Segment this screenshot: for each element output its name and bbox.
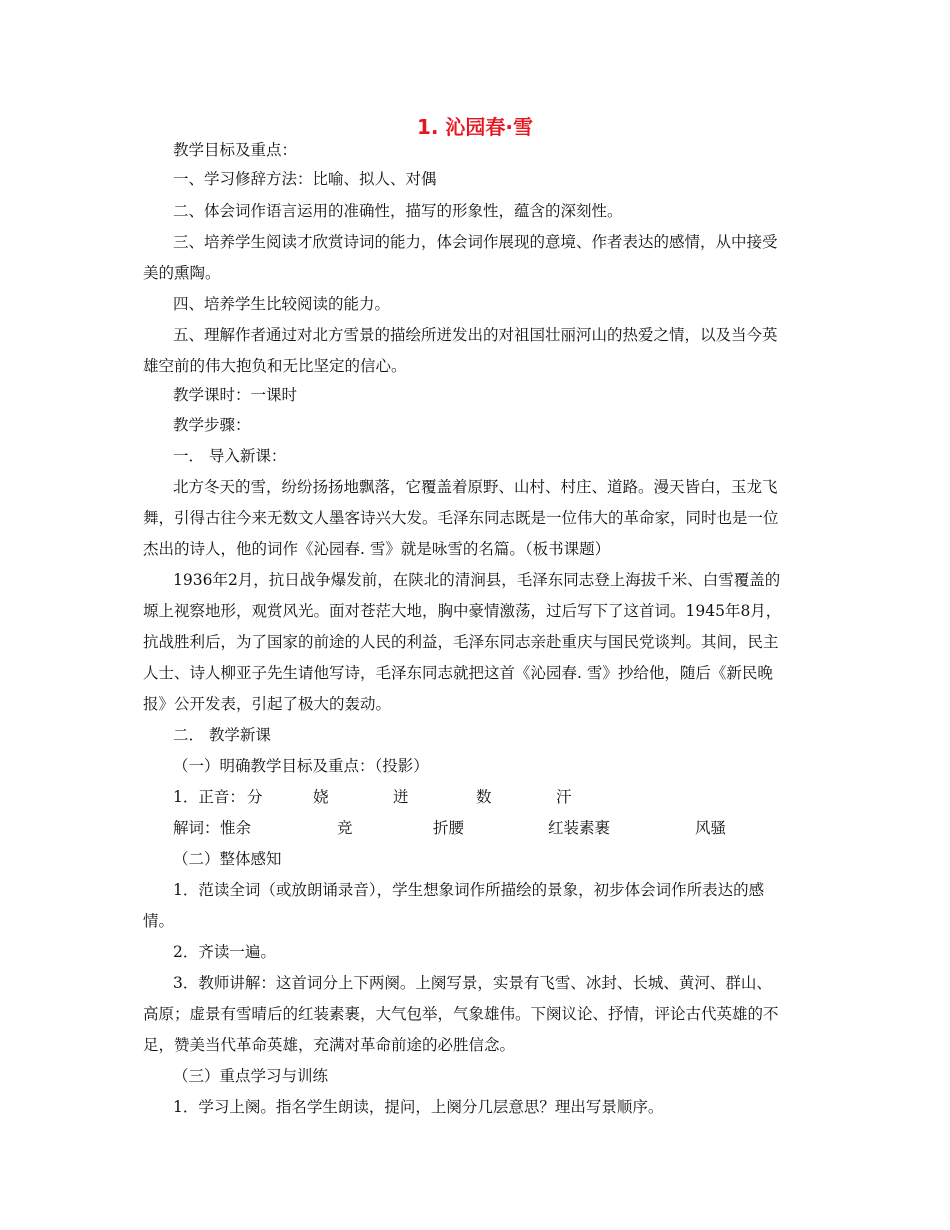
overview-item-1-line-1: 1．范读全词（或放朗诵录音），学生想象词作所描绘的景象，初步体会词作所表达的感 <box>173 881 765 899</box>
vocabulary-label: 解词： <box>173 819 220 837</box>
intro-paragraph-line-1: 北方冬天的雪，纷纷扬扬地飘落，它覆盖着原野、山村、村庄、道路。漫天皆白，玉龙飞 <box>173 478 778 496</box>
vocabulary-word: 风骚 <box>695 819 727 837</box>
subsection-1-heading: （一）明确教学目标及重点：（投影） <box>173 757 429 775</box>
pronunciation-word: 汗 <box>556 788 572 806</box>
pronunciation-label: 1．正音： <box>173 788 245 806</box>
goal-5-line-2: 雄空前的伟大抱负和无比坚定的信心。 <box>143 357 407 375</box>
pronunciation-word: 迸 <box>393 788 409 806</box>
subsection-3-heading: （三）重点学习与训练 <box>173 1067 329 1085</box>
class-hours: 教学课时：一课时 <box>173 386 298 404</box>
intro-paragraph-line-2: 舞，引得古往今来无数文人墨客诗兴大发。毛泽东同志既是一位伟大的革命家，同时也是一位 <box>143 509 779 527</box>
goal-1: 一、学习修辞方法：比喻、拟人、对偶 <box>173 170 437 188</box>
teaching-steps-heading: 教学步骤： <box>173 416 251 434</box>
section-heading-goals: 教学目标及重点： <box>173 141 298 159</box>
overview-item-3-line-3: 足，赞美当代革命英雄，充满对革命前途的必胜信念。 <box>143 1036 516 1054</box>
vocabulary-word: 折腰 <box>433 819 465 837</box>
step-2-heading: 二． 教学新课 <box>173 726 271 744</box>
background-paragraph-line-5: 报》公开发表，引起了极大的轰动。 <box>143 695 392 713</box>
overview-item-2: 2．齐读一遍。 <box>173 943 276 961</box>
overview-item-1-line-2: 情。 <box>143 912 175 930</box>
goal-5-line-1: 五、理解作者通过对北方雪景的描绘所迸发出的对祖国壮丽河山的热爱之情，以及当今英 <box>173 326 778 344</box>
pronunciation-word: 数 <box>476 788 492 806</box>
overview-item-3-line-1: 3．教师讲解：这首词分上下两阕。上阕写景，实景有飞雪、冰封、长城、黄河、群山、 <box>173 974 772 992</box>
goal-2: 二、体会词作语言运用的准确性，描写的形象性，蕴含的深刻性。 <box>173 202 623 220</box>
vocabulary-word: 惟余 <box>220 819 252 837</box>
goal-3-line-1: 三、培养学生阅读才欣赏诗词的能力，体会词作展现的意境、作者表达的感情，从中接受 <box>173 233 778 251</box>
training-item-1: 1．学习上阕。指名学生朗读，提问，上阕分几层意思？理出写景顺序。 <box>173 1098 664 1116</box>
vocabulary-word: 红装素裹 <box>548 819 611 837</box>
background-paragraph-line-2: 塬上视察地形，观赏风光。面对苍茫大地，胸中豪情激荡，过后写下了这首词。1945年8月， <box>143 602 782 620</box>
pronunciation-word: 娆 <box>313 788 329 806</box>
overview-item-3-line-2: 高原；虚景有雪晴后的红装素裹，大气包举，气象雄伟。下阕议论、抒情，评论古代英雄的不 <box>143 1005 779 1023</box>
background-paragraph-line-1: 1936年2月，抗日战争爆发前，在陕北的清涧县，毛泽东同志登上海拔千米、白雪覆盖的 <box>173 571 781 589</box>
vocabulary-word: 竞 <box>337 819 353 837</box>
pronunciation-word: 分 <box>247 788 263 806</box>
intro-paragraph-line-3: 杰出的诗人，他的词作《沁园春. 雪》就是咏雪的名篇。（板书课题） <box>143 540 611 558</box>
step-1-heading: 一． 导入新课： <box>173 447 287 465</box>
goal-3-line-2: 美的熏陶。 <box>143 264 221 282</box>
goal-4: 四、培养学生比较阅读的能力。 <box>173 295 391 313</box>
background-paragraph-line-3: 抗战胜利后，为了国家的前途的人民的利益，毛泽东同志亲赴重庆与国民党谈判。其间，民主 <box>143 633 779 651</box>
background-paragraph-line-4: 人士、诗人柳亚子先生请他写诗，毛泽东同志就把这首《沁园春. 雪》抄给他，随后《新民晚 <box>143 664 773 682</box>
document-title: 1. 沁园春·雪 <box>416 115 534 139</box>
subsection-2-heading: （二）整体感知 <box>173 850 282 868</box>
